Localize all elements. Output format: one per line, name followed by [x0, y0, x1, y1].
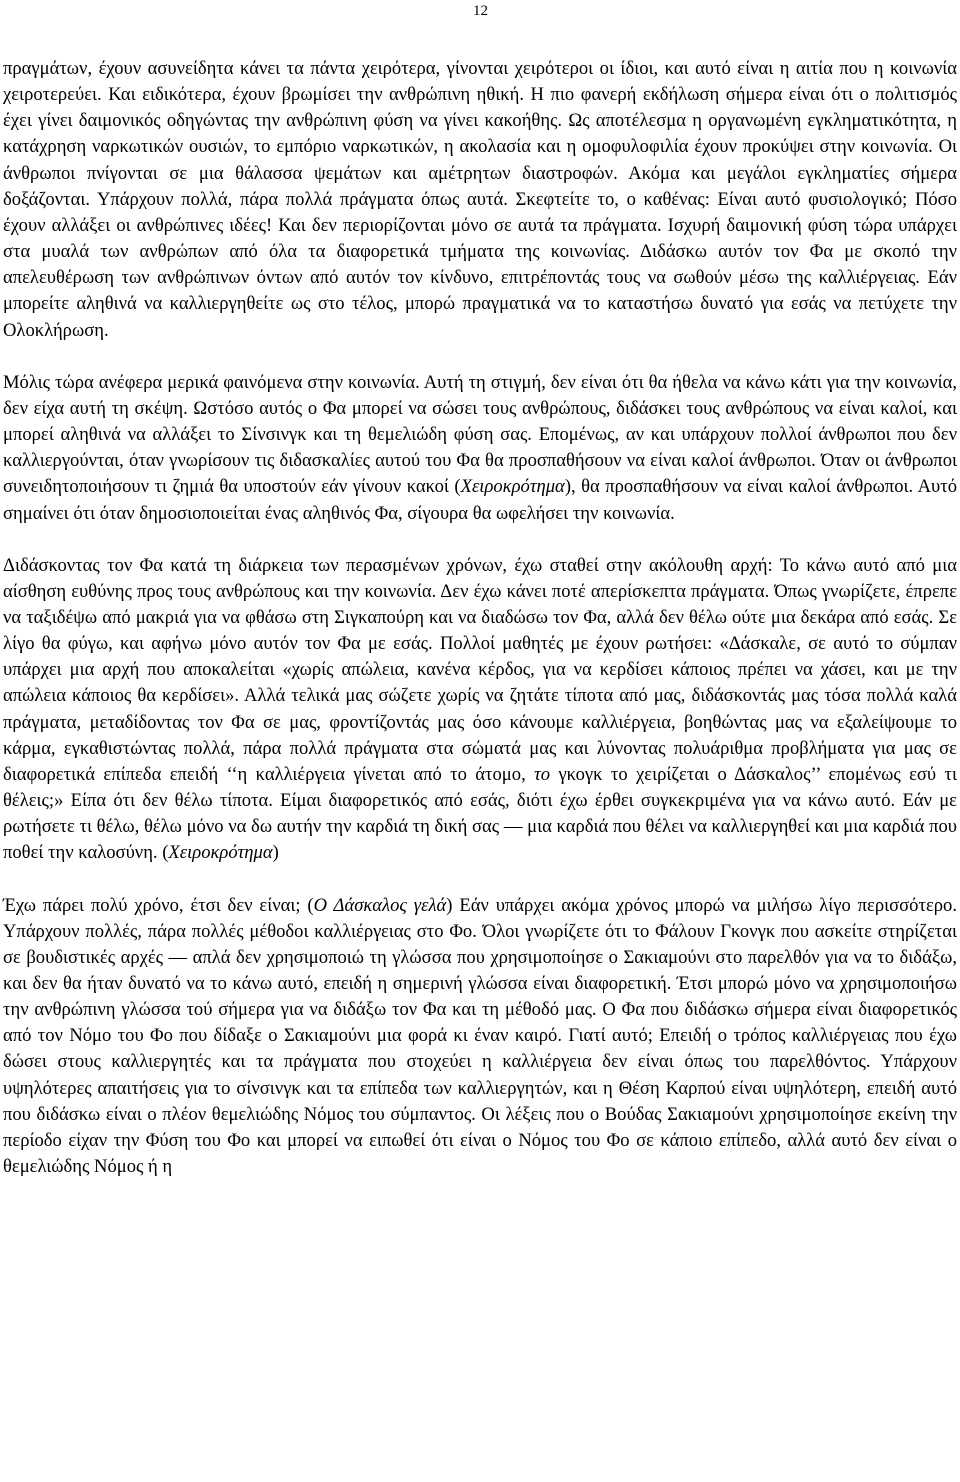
italic-remark: Ο Δάσκαλος γελά — [313, 894, 447, 916]
paragraph-text: ), θα προσπαθήσουν να είναι καλοί άνθρωποι. Αυτό σημαίνει ότι όταν δημοσιοποιείται ένας αληθινός Φα, σίγουρα θα ωφελήσει την κοινωνία. — [3, 476, 957, 524]
paragraph-text: πραγμάτων, έχουν ασυνείδητα κάνει τα πάντα χειρότερα, γίνονται χειρότεροι οι ίδιοι, και αυτό είναι η αιτία που η κοινωνία χειροτερεύει. Και ειδικότερα, έχουν βρωμίσει την ανθρώπινη ηθική. Η πιο φανερή εκδήλωση σήμερα είναι ότι ο πολιτισμός έχει γίνει δαιμονικός οδηγώντας την ανθρώπινη φύση να γίνει κακοήθης. Ως αποτέλεσμα η οργανωμένη εγκληματικότητα, η κατάχρηση ναρκωτικών ουσιών, το εμπόριο ναρκωτικών, η ακολασία και η ομοφυλοφιλία έχουν προκύψει στην κοινωνία. Οι άνθρωποι πνίγονται σε μια θάλασσα ψεμάτων και αμέτρητων διαστροφών. Ακόμα και μεγάλοι εγκληματίες σήμερα δοξάζονται. Υπάρχουν πολλά, πάρα πολλά πράγματα όπως αυτά. Σκεφτείτε το, ο καθένας: Είναι αυτό φυσιολογικό; Πόσο έχουν αλλάξει οι ανθρώπινες ιδέες! Και δεν περιορίζονται μόνο σε αυτά τα πράγματα. Ισχυρή δαιμονική φύση τώρα υπάρχει στα μυαλά των ανθρώπων από όλα τα διαφορετικά τμήματα της κοινωνίας. Διδάσκω αυτόν τον Φα με σκοπό την απελευθέρωση των ανθρώπινων όντων από αυτόν τον κίνδυνο, επιτρέποντάς τους να σωθούν μέσω της καλλιέργειας. Εάν μπορείτε αληθινά να καλλιεργηθείτε ως στο τέλος, μπορώ πραγματικά να το καταστήσω δυνατό για εσάς να πετύχετε την Ολοκλήρωση. — [3, 58, 957, 341]
paragraph-text: Έχω πάρει πολύ χρόνο, έτσι δεν είναι; ( — [3, 894, 314, 916]
page-number: 12 — [473, 3, 488, 19]
paragraph — [3, 553, 957, 867]
paragraph-text: Διδάσκοντας τον Φα κατά τη διάρκεια των περασμένων χρόνων, έχω σταθεί στην ακόλουθη αρχή: Το κάνω αυτό από μια αίσθηση ευθύνης προς τους ανθρώπους και την κοινωνία. Δεν έχω κάνει ποτέ απερίσκεπτα πράγματα. Όπως γνωρίζετε, έπρεπε να ταξιδέψω από μακριά για να φθάσω στη Σιγκαπούρη και να διαδώσω τον Φα, αλλά δεν θέλω ούτε μια δεκάρα από εσάς. Σε λίγο θα φύγω, και αφήνω μόνο αυτόν τον Φα με εσάς. Πολλοί μαθητές με έχουν ρωτήσει: «Δάσκαλε, σε αυτό το σύμπαν υπάρχει μια αρχή που αποκαλείται «χωρίς απώλεια, κανένα κέρδος, για να κερδίσει κάποιος πρέπει να χάσει, και με την απώλεια κάποιος θα κερδίσει». Αλλά τελικά μας σώζετε χωρίς να ζητάτε τίποτα από μας, διδάσκοντάς μας τόσα πολλά καλά πράγματα, μεταδίδοντας τον Φα σε μας, φροντίζοντάς μας όσο κάνουμε καλλιέργεια, βοηθώντας μας να εξαλείψουμε το κάρμα, εγκαθιστώντας πολλά, πάρα πολλά πράγματα στα σώματά μας και λύνοντας πολυάριθμα προβλήματα για μας σε διαφορετικά επίπεδα επειδή ‘‘η καλλιέργεια γίνεται από το άτομο, — [3, 554, 957, 785]
document-body — [3, 56, 957, 1180]
paragraph-text: ) Εάν υπάρχει ακόμα χρόνος μπορώ να μιλήσω λίγο περισσότερο. Υπάρχουν πολλές, πάρα πολλές μέθοδοι καλλιέργειας στο Φο. Όλοι γνωρίζετε ότι το Φάλουν Γκονγκ που ασκείτε στηρίζεται σε βουδιστικές αρχές ― απλά δεν χρησιμοποιώ τη γλώσσα που χρησιμοποίησε ο Σακιαμούνι στο παρελθόν για να το διδάξω, και δεν θα ήταν δυνατό να το κάνω αυτό, επειδή η σημερινή γλώσσα είναι διαφορετική. Έτσι μπορώ μόνο να χρησιμοποιήσω την ανθρώπινη γλώσσα τού σήμερα για να διδάξω τον Φα και τη μέθοδό μας. Ο Φα που διδάσκω σήμερα είναι διαφορετικός από τον Νόμο του Φο που δίδαξε ο Σακιαμούνι μια φορά κι έναν καιρό. Γιατί αυτό; Επειδή ο τρόπος καλλιέργειας που έχω δώσει στους καλλιεργητές και τα πράγματα που στοχεύει η καλλιέργεια δεν είναι όπως του παρελθόντος. Υπάρχουν υψηλότερες απαιτήσεις για το σίνσινγκ και τα επίπεδα των καλλιεργητών, και η Θέση Καρπού είναι υψηλότερη, επειδή αυτό που διδάσκω είναι ο πλέον θεμελιώδης Νόμος του σύμπαντος. Οι λέξεις που ο Βούδας Σακιαμούνι χρησιμοποίησε εκείνη την περίοδο είχαν την Φύση του Φο και μπορεί να ειπωθεί ότι είναι ο Νόμος του Φο σε κάποιο επίπεδο, αλλά αυτό δεν είναι ο θεμελιώδης Νόμος ή η — [3, 894, 957, 1178]
paragraph-text: ) — [272, 842, 279, 864]
paragraph — [3, 893, 957, 1181]
paragraph — [3, 370, 957, 527]
paragraph-text: γκογκ το χειρίζεται ο Δάσκαλος’’ επομένως εσύ τι θέλεις;» Είπα ότι δεν θέλω τίποτα. Είμαι διαφορετικός από εσάς, διότι έχω έρθει συγκεκριμένα για να κάνω αυτό. Εάν με ρωτήσετε τι θέλω, θέλω μόνο να δω αυτήν την καρδιά τη δική σας ― μια καρδιά που θέλει να καλλιεργηθεί και μια καρδιά που ποθεί την καλοσύνη. ( — [3, 763, 957, 864]
paragraph-text: Μόλις τώρα ανέφερα μερικά φαινόμενα στην κοινωνία. Αυτή τη στιγμή, δεν είναι ότι θα ήθελα να κάνω κάτι για την κοινωνία, δεν είχα αυτή τη σκέψη. Ωστόσο αυτός ο Φα μπορεί να σώσει τους ανθρώπους, διδάσκει τους ανθρώπους να είναι καλοί, και μπορεί αληθινά να αλλάξει το Σίνσινγκ και τη θεμελιώδη φύση σας. Επομένως, αν και υπάρχουν πολλοί άνθρωποι που δεν καλλιεργούνται, όταν γνωρίσουν τις διδασκαλίες αυτού του Φα θα προσπαθήσουν να είναι καλοί άνθρωποι. Όταν οι άνθρωποι συνειδητοποιήσουν τι ζημιά θα υποστούν εάν γίνουν κακοί ( — [3, 371, 957, 498]
italic-remark: Χειροκρότημα — [168, 842, 273, 864]
italic-remark: Χειροκρότημα — [460, 476, 565, 498]
paragraph — [3, 56, 957, 344]
italic-word: το — [534, 763, 551, 785]
